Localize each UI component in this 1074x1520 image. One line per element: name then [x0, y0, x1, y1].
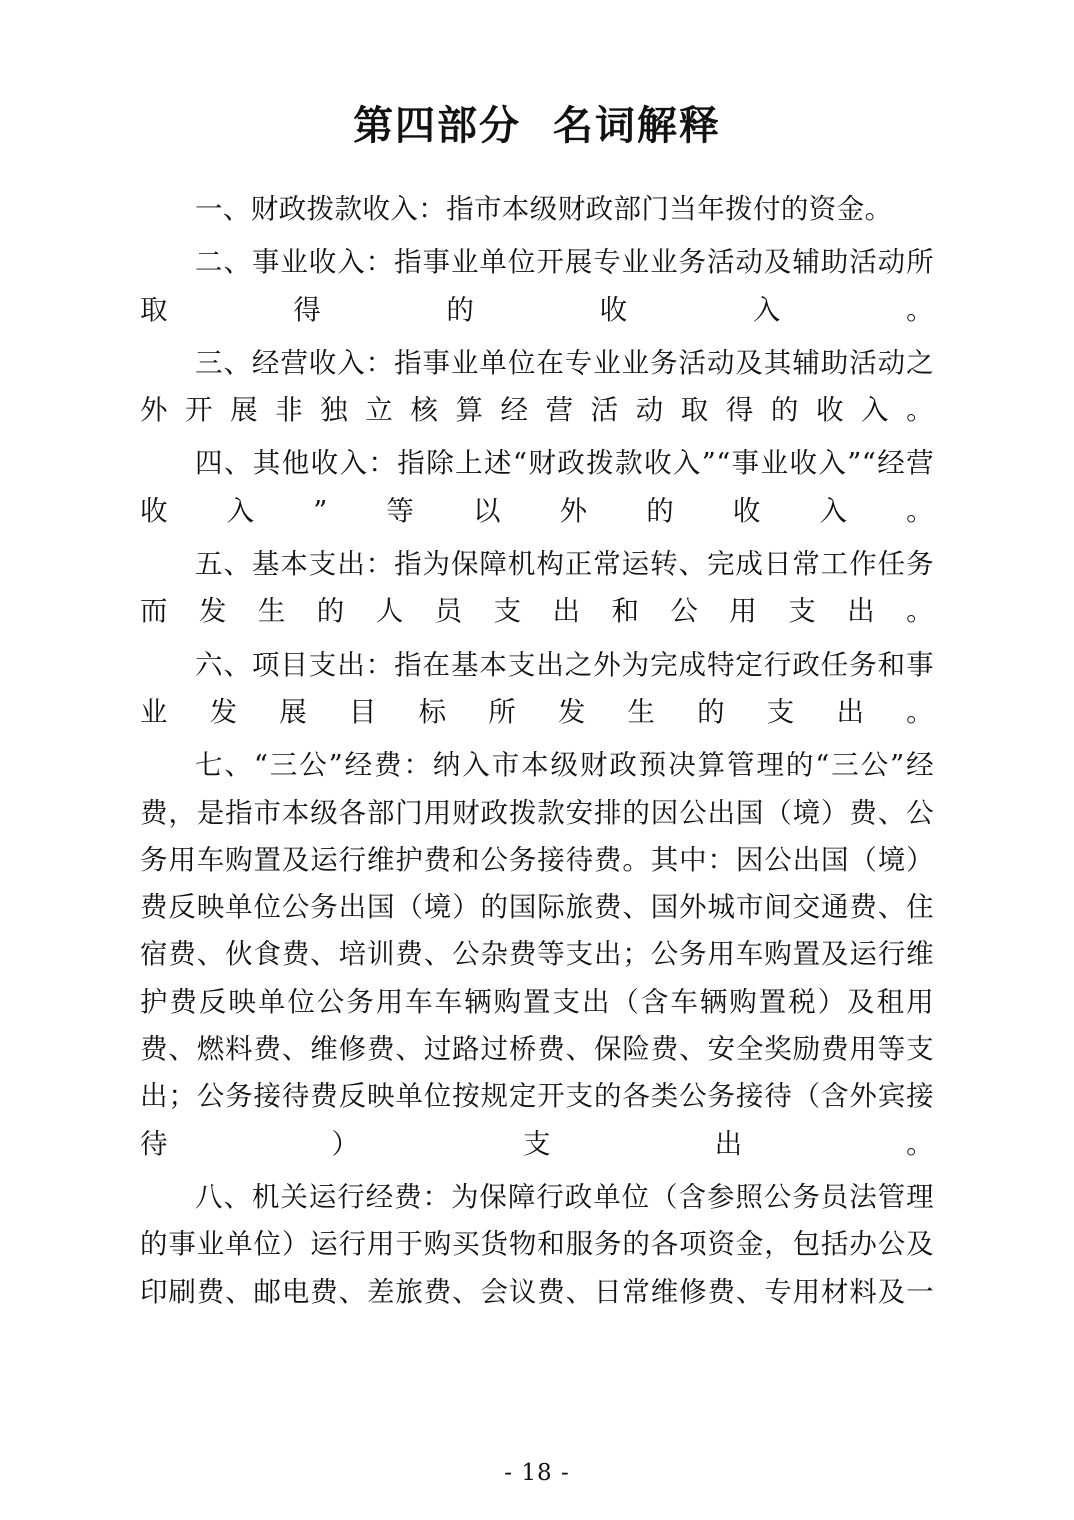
paragraph-3: 三、经营收入：指事业单位在专业业务活动及其辅助活动之外开展非独立核算经营活动取得的收入。: [140, 346, 934, 427]
paragraph-6: 六、项目支出：指在基本支出之外为完成特定行政任务和事业发展目标所发生的支出。: [140, 648, 934, 728]
paragraph-5: 五、基本支出：指为保障机构正常运转、完成日常工作任务而发生的人员支出和公用支出。: [140, 548, 934, 628]
paragraph-4: 四、其他收入：指除上述“财政拨款收入”“事业收入”“经营收入”等以外的收入。: [140, 447, 934, 527]
page-title: 第四部分 名词解释: [353, 102, 721, 149]
paragraph-8: 八、机关运行经费：为保障行政单位（含参照公务员法管理的事业单位）运行用于购买货物和服务的各项资金，包括办公及印刷费、邮电费、差旅费、会议费、日常维修费、专用材料及一: [140, 1180, 934, 1308]
paragraph-2: 二、事业收入：指事业单位开展专业业务活动及辅助活动所取得的收入。: [140, 246, 934, 326]
paragraph-7: 七、“三公”经费：纳入市本级财政预决算管理的“三公”经费，是指市本级各部门用财政拨款安排的因公出国（境）费、公务用车购置及运行维护费和公务接待费。其中：因公出国（境）费反映单位公务出国（境）的国际旅费、国外城市间交通费、住宿费、伙食费、培训费、公杂费等支出；公务用车购置及运行维护费反映单位公务用车车辆购置支出（含车辆购置税）及租用费、燃料费、维修费、过路过桥费、保险费、安全奖励费用等支出；公务接待费反映单位按规定开支的各类公务接待（含外宾接待）支出。: [140, 749, 934, 1160]
paragraph-1: 一、财政拨款收入：指市本级财政部门当年拨付的资金。: [195, 193, 893, 225]
page-number: - 18 -: [504, 1460, 570, 1486]
